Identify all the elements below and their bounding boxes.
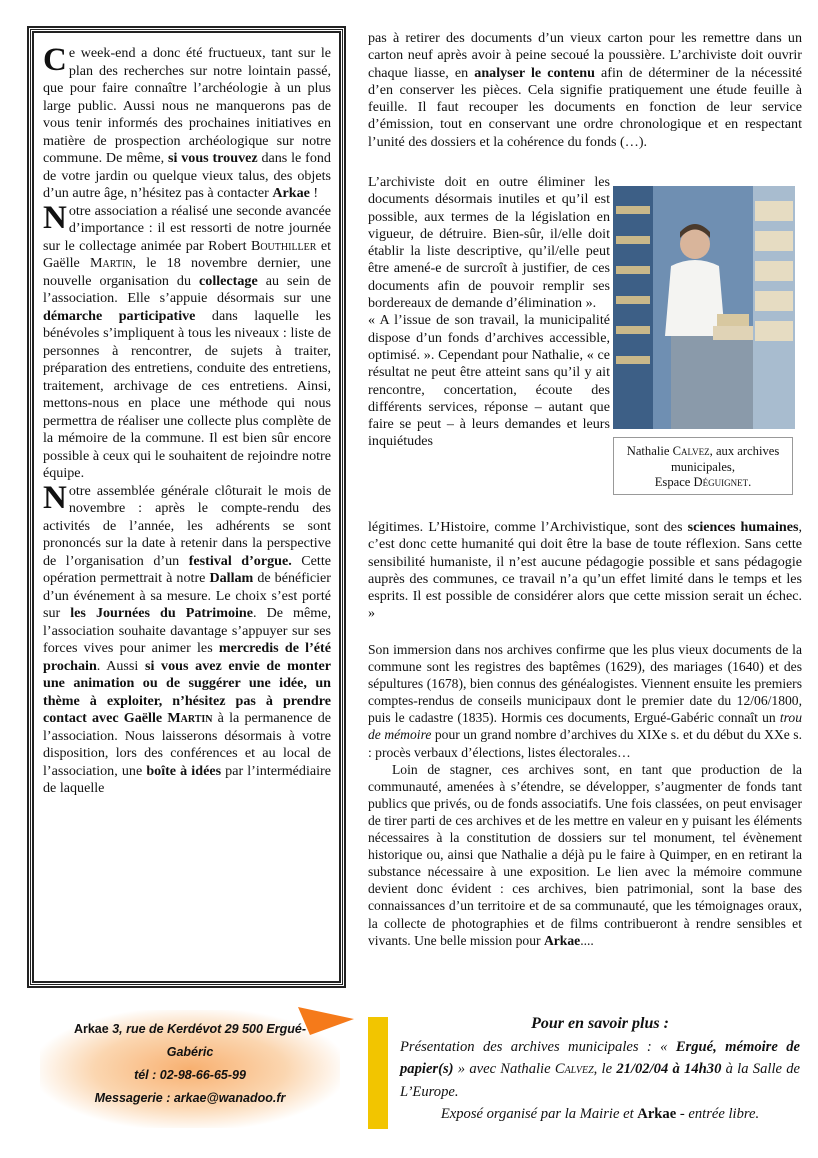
bold-text: sciences humaines	[687, 519, 799, 535]
event-date: 21/02/04 à 14h30	[616, 1061, 722, 1077]
paragraph-immersion	[368, 641, 802, 761]
contact-phone: tél : 02-98-66-65-99	[134, 1068, 246, 1082]
right-column-lower	[368, 641, 802, 949]
drop-cap: N	[43, 199, 67, 236]
text: dans laquelle les bénévoles s’impliquent à tous les niveaux : liste de personnes à rencontrer, de sujets à traiter, préparation des entretiens, conduite des entretiens, traitement, archivage de ces entretiens. Ainsi, mettons-nous en place une méthode qui nous permettra de réaliser une collecte plus complète de la mémoire de la commune. Il est bien sûr encore possible à ceux qui le souhaitent de rejoindre notre équipe.	[43, 307, 331, 481]
text: de bénéficier d’un événement à sa mesure. Le choix s’est porté sur	[43, 570, 332, 621]
org-name: Arkae	[637, 1106, 677, 1122]
paragraph-archivist	[368, 30, 802, 151]
drop-cap: N	[43, 479, 67, 516]
photo-figure	[613, 186, 795, 498]
text: afin de déterminer de la nécessité d’en conserver les pièces. Cela signifie pratiquement une étude feuille à feuille. Il faut recouper les documents en fonction de leur service d’émission, tout en conservant une ordre chronologique et en respectant l’unité des dossiers et la cohérence du fonds (…).	[368, 64, 802, 150]
archives-photo-illustration	[613, 186, 795, 429]
right-column-continued	[368, 519, 802, 623]
event-organizer: Exposé organisé par la Mairie et Arkae - entrée libre.	[440, 1106, 760, 1122]
paragraph-humanities	[368, 519, 802, 623]
bold-text: démarche participative	[43, 307, 196, 324]
contact-address	[40, 1010, 340, 1064]
text: , aux archives municipales,	[670, 444, 780, 474]
text: et Gaëlle	[43, 237, 332, 271]
bold-text: boîte à idées	[146, 762, 222, 779]
name-text: Bouthiller	[250, 237, 317, 254]
bold-text: si vous avez envie de monter une animation ou de suggérer une idée, un thème à exploiter, n’hésitez pas à prendre contact avec Gaëlle	[43, 657, 331, 726]
paragraph-association	[43, 199, 332, 483]
text: à la permanence de l’association. Nous laisserons désormais à votre disposition, lors des conférences et au local de l’association, une	[43, 710, 331, 779]
text: légitimes. L’Histoire, comme l’Archivistique, sont des	[368, 519, 688, 535]
text: au sein de l’association. Elle s’appuie désormais sur une	[43, 272, 331, 306]
bold-text: collectage	[199, 272, 258, 289]
bold-text: si vous trouvez	[168, 150, 258, 166]
name-text: Martin	[90, 255, 133, 271]
accent-bar	[368, 1017, 388, 1129]
italic-text: trou de mémoire	[368, 710, 802, 743]
bold-text: Dallam	[209, 570, 254, 586]
bold-text: festival d’orgue.	[188, 552, 292, 569]
photo-caption	[613, 437, 793, 495]
text: , c’est donc cette humanité qui doit être la base de toute réflexion. Sans cette sensibilité humaniste, il n’est aucune pédagogie possible et sans pédagogie auprès des communes, ce travail n’a qu’un effet limité dans le temps et les esprits. Il est possible de considérer alors que cette mission serait un échec. »	[368, 519, 802, 622]
more-info-title: Pour en savoir plus :	[531, 1015, 669, 1032]
address-text: 3, rue de Kerdévot 29 500 Ergué-Gabéric	[108, 1022, 307, 1059]
text: Son immersion dans nos archives confirme que les plus vieux documents de la commune sont les registres des baptêmes (1629), des mariages (1640) et des sépultures (1678), bien connus des généalogistes. Viennent ensuite les premiers comptes-rendus de conseils municipaux dont le premier date du 12/06/1800, puis le cadastre (1835). Hormis ces documents, Ergué-Gabéric connaît un	[368, 642, 802, 726]
right-column-wrap	[368, 174, 610, 451]
text: otre assemblée générale clôturait le mois de novembre : après le compte-rendu des activités de l’année, les adhérents se sont prononcés sur la date à retenir dans la perspective de l’organisation d’un	[43, 482, 331, 569]
text: Nathalie	[626, 444, 673, 458]
name-text: Déguignet	[693, 475, 749, 489]
arrow-icon	[296, 1005, 356, 1037]
name-text: Martin	[167, 710, 213, 726]
paragraph-assembly	[43, 479, 332, 798]
event-description: Présentation des archives municipales : « Ergué, mémoire de papier(s) » avec Nathalie Calvez, le 21/02/04 à 14h30 à la Salle de L’Europe.	[400, 1038, 801, 1100]
text: par l’intermédiaire de laquelle	[43, 762, 331, 796]
text: , le 18 novembre dernier, une nouvelle organisation du	[43, 255, 331, 289]
bold-text: mercredis de l’été prochain	[43, 640, 331, 674]
text: .	[748, 475, 752, 489]
contact-email[interactable]: Messagerie : arkae@wanadoo.fr	[94, 1091, 286, 1105]
text: Espace	[654, 475, 694, 489]
event-title: Ergué, mémoire de papier(s)	[400, 1038, 800, 1077]
text: otre association a réalisé une seconde avancée d’importance : il est ressorti de notre journée sur le collectage animée par Robert	[43, 202, 331, 254]
contact-block	[40, 1010, 340, 1128]
text: . De même, l’association souhaite davantage s’appuyer sur ses forces vives pour animer les	[43, 605, 332, 656]
text: Loin de stagner, ces archives sont, en tant que production de la communauté, amenées à s’étendre, se développer, s’augmenter de fonds tant publics que privés, ou de fonds associatifs. Une fois classées, on peut envisager de tirer parti de ces archives et de les mettre en valeur en y puisant les éléments nécessaires à la constitution de dossiers sur tel monument, tel évènement historique ou, ainsi que Nathalie a déjà pu le faire à Quimper, en en retirant la substance nécessaire à une exposition. Le lien avec la mémoire commune devient donc évident : ces archives, bien patrimonial, sont la base des connaissances d’un territoire et de sa communauté, que les témoignages oraux, la collecte de photographies et de films contribueront à rendre sensibles et vivants. Une belle mission pour	[368, 761, 802, 948]
org-name: Arkae	[73, 1022, 109, 1036]
archives-photo	[613, 186, 795, 429]
paragraph-stagnation	[368, 761, 802, 949]
bold-text: Arkae	[272, 185, 310, 201]
name-text: Calvez	[554, 1061, 594, 1077]
text: Cette opération permettrait à notre	[43, 552, 331, 586]
drop-cap: C	[43, 42, 67, 78]
text: pour un grand nombre d’archives du XIXe s. et du début du XXe s. : procès verbaux d’élections, listes électorales…	[368, 727, 802, 760]
right-column-top	[368, 30, 802, 151]
text: ....	[580, 932, 594, 948]
left-column-frame	[27, 26, 346, 988]
bold-text: Arkae	[543, 932, 581, 948]
text: . Aussi	[96, 657, 145, 674]
paragraph-weekend	[43, 42, 331, 203]
more-info-box	[400, 1013, 800, 1126]
bold-text: analyser le contenu	[474, 64, 595, 81]
name-text: Calvez	[672, 444, 710, 458]
paragraph-quote: « A l’issue de son travail, la municipalité dispose d’un fonds d’archives accessible, optimisé. ». Cependant pour Nathalie, « ce résultat ne peut être atteint sans qu’il y ait rencontre, concertation, écoute des différents services, réponse – autant que faire se peut – à leurs demandes et leurs inquiétudes	[368, 312, 610, 450]
paragraph-elimination: L’archiviste doit en outre éliminer les documents désormais inutiles et qu’il est possible, aux termes de la législation en vigueur, de détruire. Bien-sûr, il/elle doit établir la liste descriptive, qu’il/elle peut être amené-e de surcroît à justifier, de ces documents afin de pouvoir remplir ses bordereaux de demande d’élimination ».	[368, 174, 610, 312]
bold-text: les Journées du Patrimoine	[70, 605, 254, 621]
text: e week-end a donc été fructueux, tant sur le plan des recherches sur notre lointain passé, que pour faire connaître l’archéologie à un plus large public. Aussi nous ne manquerons pas de vous tenir informés des prochaines initiatives en matière de prospection archéologique sur notre commune. De même,	[43, 45, 331, 166]
text: !	[309, 185, 319, 201]
text: pas à retirer des documents d’un vieux carton pour les remettre dans un carton neuf après avoir à peine secoué la poussière. L’archiviste doit ouvrir chaque liasse, en	[368, 30, 802, 81]
text: dans le fond de votre jardin ou quelque vieux talus, des objets d’un autre âge, n’hésitez pas à contacter	[43, 150, 331, 201]
